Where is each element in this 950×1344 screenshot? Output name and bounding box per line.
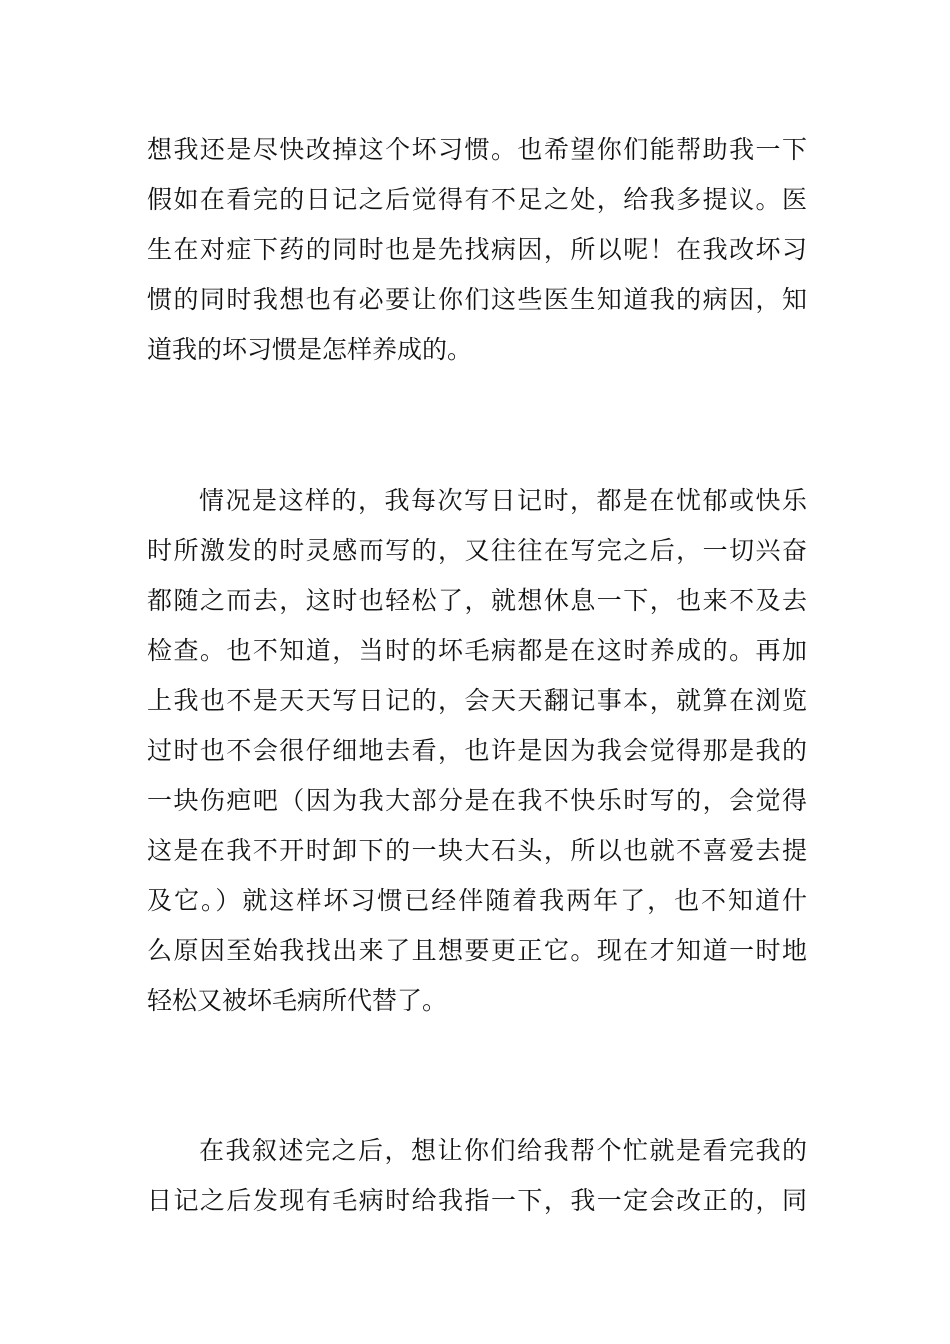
paragraph-2-line-5: 上我也不是天天写日记的，会天天翻记事本，就算在浏览: [147, 686, 807, 715]
paragraph-3-line-1: 在我叙述完之后，想让你们给我帮个忙就是看完我的: [199, 1136, 807, 1165]
paragraph-2-line-2: 时所激发的时灵感而写的，又往往在写完之后，一切兴奋: [147, 536, 807, 565]
paragraph-1-line-3: 生在对症下药的同时也是先找病因，所以呢！在我改坏习: [147, 235, 807, 264]
paragraph-3-line-2: 日记之后发现有毛病时给我指一下，我一定会改正的，同: [147, 1186, 807, 1215]
paragraph-2-line-1: 情况是这样的，我每次写日记时，都是在忧郁或快乐: [199, 486, 807, 515]
paragraph-2-line-3: 都随之而去，这时也轻松了，就想休息一下，也来不及去: [147, 586, 807, 615]
paragraph-1-line-5: 道我的坏习惯是怎样养成的。: [147, 335, 473, 364]
paragraph-1-line-1: 想我还是尽快改掉这个坏习惯。也希望你们能帮助我一下: [147, 135, 807, 164]
paragraph-2-line-11: 轻松又被坏毛病所代替了。: [147, 986, 448, 1015]
paragraph-2-line-9: 及它。）就这样坏习惯已经伴随着我两年了，也不知道什: [147, 886, 807, 915]
paragraph-1-line-2: 假如在看完的日记之后觉得有不足之处，给我多提议。医: [147, 185, 807, 214]
paragraph-2-line-10: 么原因至始我找出来了且想要更正它。现在才知道一时地: [147, 936, 807, 965]
paragraph-2-line-6: 过时也不会很仔细地去看，也许是因为我会觉得那是我的: [147, 736, 807, 765]
paragraph-1-line-4: 惯的同时我想也有必要让你们这些医生知道我的病因，知: [147, 285, 807, 314]
paragraph-2-line-7: 一块伤疤吧（因为我大部分是在我不快乐时写的，会觉得: [147, 786, 807, 815]
paragraph-2-line-8: 这是在我不开时卸下的一块大石头，所以也就不喜爱去提: [147, 836, 807, 865]
paragraph-2-line-4: 检查。也不知道，当时的坏毛病都是在这时养成的。再加: [147, 636, 807, 665]
